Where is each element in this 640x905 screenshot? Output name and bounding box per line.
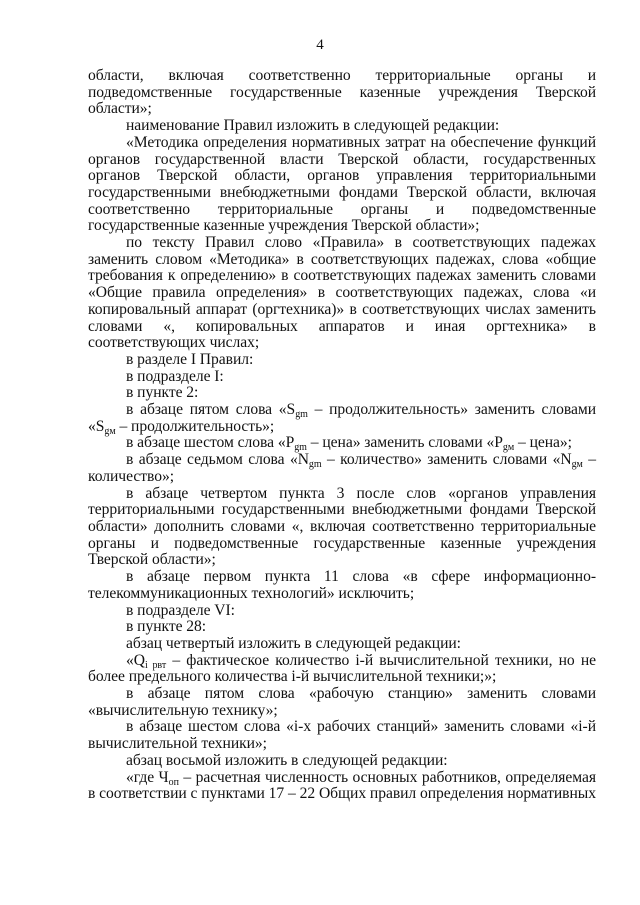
- paragraph-13: в подразделе VI:: [126, 601, 235, 619]
- subscript: i рвт: [144, 659, 167, 671]
- paragraph-15: абзац четвертый изложить в следующей редакции:: [126, 634, 461, 652]
- paragraph-18: в абзаце шестом слова «i-х рабочих станций» заменить словами «i-й вычислительной техники»;: [88, 718, 596, 753]
- paragraph-5: в разделе I Правил:: [126, 350, 254, 368]
- paragraph-20: «где Чоп – расчетная численность основных работников, определяемая в соответствии с пунктами 17 – 22 Общих правил определения нормативных: [88, 768, 596, 803]
- subscript: gм: [502, 442, 515, 454]
- paragraph-17: в абзаце пятом слова «рабочую станцию» заменить словами «вычислительную технику»;: [88, 685, 596, 719]
- subscript: gm: [294, 442, 307, 454]
- paragraph-7: в пункте 2:: [126, 384, 199, 402]
- paragraph-4: по тексту Правил слово «Правила» в соответствующих падежах заменить словом «Методика» в соответствующих падежах, слова «общие требования к определению» в соответствующих падежах заменить словами «Общие правила определения» в соответствующих падежах, слова «и копировальный аппарат (оргтехника)» в соответствующих числах заменить словами «, копировальных аппаратов и иная оргтехника» в соответствующих числах;: [88, 234, 596, 352]
- paragraph-12: в абзаце первом пункта 11 слова «в сфере информационно-телекоммуникационных технологий» исключить;: [88, 568, 596, 602]
- subscript: оп: [168, 776, 179, 788]
- subscript: gм: [571, 459, 583, 471]
- paragraph-11: в абзаце четвертом пункта 3 после слов «органов управления территориальными государственными внебюджетными фондами Тверской области» дополнить словами «, включая соответственно территориальные органы и подведомственные государственные казенные учреждения Тверской области»;: [88, 484, 596, 569]
- subscript: gм: [104, 425, 116, 437]
- page-number: 4: [316, 37, 324, 53]
- paragraph-8: в абзаце пятом слова «Sgm – продолжительность» заменить словами «Sgм – продолжительность»;: [88, 401, 596, 437]
- paragraph-3: «Методика определения нормативных затрат на обеспечение функций органов государственной власти Тверской области, государственных органов Тверской области, органов управления территориальными государственными внебюджетными фондами Тверской области, включая соответственно территориальные органы и подведомственные государственные казенные учреждения Тверской области»;: [88, 133, 596, 235]
- paragraph-1: области, включая соответственно территориальные органы и подведомственные государственные казенные учреждения Тверской области»;: [88, 67, 596, 118]
- paragraph-16: «Qi рвт – фактическое количество i-й вычислительной техники, но не более предельного количества i-й вычислительной техники;»;: [88, 651, 597, 686]
- paragraph-14: в пункте 28:: [126, 618, 207, 636]
- paragraph-10: в абзаце седьмом слова «Ngm – количество» заменить словами «Ngм – количество»;: [88, 451, 597, 485]
- document-body: [88, 68, 596, 803]
- paragraph-9: в абзаце шестом слова «Pgm – цена» заменить словами «Pgм – цена»;: [126, 434, 572, 454]
- paragraph-2: наименование Правил изложить в следующей редакции:: [126, 117, 500, 135]
- subscript: gm: [295, 409, 308, 421]
- paragraph-19: абзац восьмой изложить в следующей редакции:: [126, 751, 448, 769]
- subscript: gm: [308, 459, 322, 471]
- paragraph-6: в подразделе I:: [126, 367, 224, 385]
